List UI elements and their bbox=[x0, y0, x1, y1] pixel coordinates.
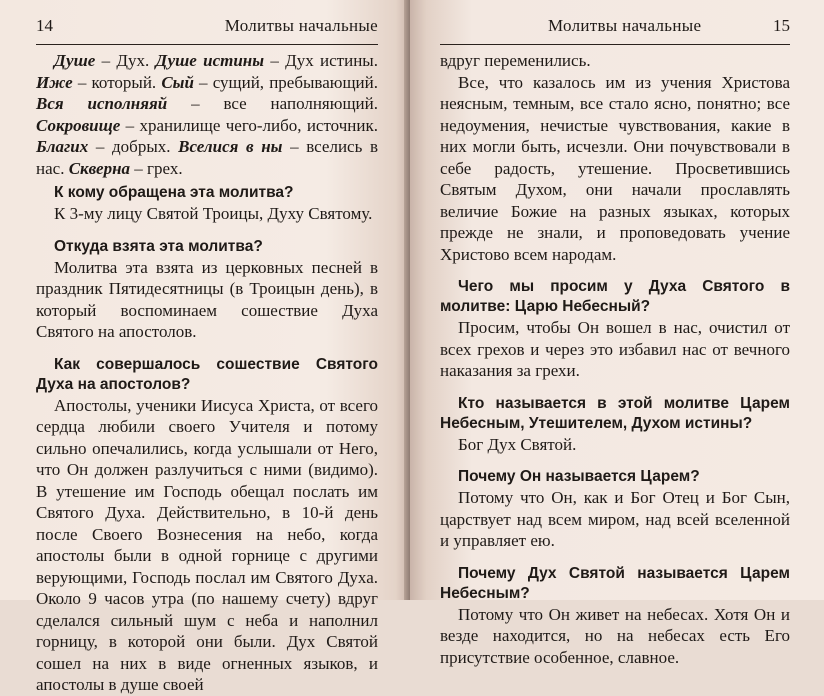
glossary-definition: – грех. bbox=[130, 158, 183, 178]
glossary-term: Благих bbox=[36, 137, 89, 156]
answer-paragraph: Потому что Он, как и Бог Отец и Бог Сын, царствует над всем миром, над всей вселенной и управляет ею. bbox=[440, 488, 790, 550]
glossary-definition: – хранилище чего-либо, источник. bbox=[120, 115, 378, 135]
glossary-term: Скверна bbox=[68, 158, 131, 178]
glossary-definition: – сущий, пребывающий. bbox=[193, 72, 378, 92]
running-title: Молитвы начальные bbox=[224, 16, 378, 35]
page-number: 14 bbox=[36, 16, 53, 35]
glossary-definition: – Дух истины. bbox=[264, 51, 378, 70]
glossary-definition: – Дух. bbox=[95, 51, 156, 70]
glossary-paragraph bbox=[36, 50, 378, 179]
glossary-term: Сокровище bbox=[36, 115, 121, 135]
question-heading: Откуда взята эта молитва? bbox=[54, 237, 263, 255]
question-heading: Как совершалось сошествие Святого Духа на апостолов? bbox=[36, 355, 378, 393]
glossary-term: Иже bbox=[36, 72, 73, 92]
question-heading: Чего мы просим у Духа Святого в молитве: Царю Небесный? bbox=[440, 278, 790, 315]
left-page-header bbox=[36, 16, 378, 45]
answer-paragraph: Просим, чтобы Он вошел в нас, очистил от всех грехов и через это избавил нас от вечного наказания за грехи. bbox=[440, 318, 790, 380]
glossary-term: Вселися в ны bbox=[178, 137, 283, 156]
right-page bbox=[410, 0, 824, 667]
glossary-definition: – все наполняющий. bbox=[167, 94, 378, 113]
answer-paragraph: Молитва эта взята из церковных песней в праздник Пятидесятницы (в Троицын день), в который воспоминаем сошествие Духа Святого на апостолов. bbox=[36, 257, 378, 341]
glossary-definition: – который. bbox=[72, 72, 162, 92]
answer-paragraph: Все, что казалось им из учения Христова неясным, темным, все стало ясно, понятно; все недоумения, нечистые чувствования, какие в них могли быть, исчезли. Они почувствовали в себе радость, утешение. Просветившись Святым Духом, они начали прославлять величие Божие на разных языках, которых прежде не знали, и проповедовать учение Христово всем народам. bbox=[440, 72, 790, 264]
left-page bbox=[0, 0, 408, 694]
question-heading: Почему Дух Святой называется Царем Небесным? bbox=[440, 564, 790, 602]
answer-paragraph: Потому что Он живет на небесах. Хотя Он и везде находится, но на небесах есть Его присутствие особенное, славное. bbox=[440, 604, 790, 667]
answer-paragraph: К 3-му лицу Святой Троицы, Духу Святому. bbox=[54, 204, 373, 223]
continued-text: вдруг переменились. bbox=[440, 51, 591, 70]
glossary-term: Сый bbox=[161, 72, 194, 92]
question-heading: К кому обращена эта молитва? bbox=[54, 184, 294, 201]
glossary-term: Вся исполняяй bbox=[36, 94, 168, 113]
answer-paragraph: Апостолы, ученики Иисуса Христа, от всего сердца любили своего Учителя и потому сильно опечалились, когда услышали от Него, что Он должен разлучиться с ними (видимо). В утешение им Господь обещал послать им Святого Духа. Действительно, в 10-й день после Своего Вознесения на небо, когда апостолы были в одной горнице с другими верующими, Господь послал им Святого Духа. Около 9 часов утра (по нашему счету) вдруг сделался сильный шум с неба и наполнил горницу, в которой они были. Дух Святой сошел на них в виде огненных языков, и апостолы в душе своей bbox=[36, 395, 378, 694]
glossary-definition: – вселись в нас. bbox=[36, 137, 378, 178]
glossary-definition: – добрых. bbox=[88, 137, 179, 156]
glossary-term: Душе истины bbox=[155, 51, 265, 70]
question-heading: Почему Он называется Царем? bbox=[458, 468, 700, 485]
left-page-content bbox=[36, 50, 378, 696]
page-number: 15 bbox=[773, 16, 790, 35]
question-heading: Кто называется в этой молитве Царем Небесным, Утешителем, Духом истины? bbox=[440, 394, 790, 432]
right-page-content bbox=[440, 50, 790, 668]
running-title: Молитвы начальные bbox=[548, 16, 702, 35]
glossary-term: Душе bbox=[54, 51, 96, 70]
right-page-header bbox=[440, 16, 790, 45]
answer-paragraph: Бог Дух Святой. bbox=[458, 434, 577, 454]
